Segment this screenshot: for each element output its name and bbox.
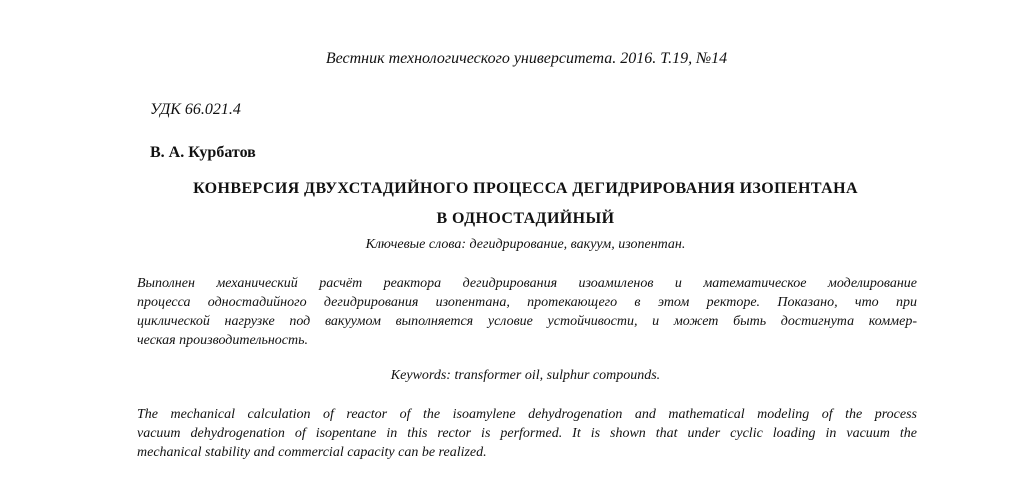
udk-code: УДК 66.021.4 — [150, 101, 241, 118]
keywords-russian: Ключевые слова: дегидрирование, вакуум, изопентан. — [365, 237, 686, 252]
author-name: В. А. Курбатов — [150, 144, 256, 161]
abstract-line: vacuum dehydrogenation of isopentane in this rector is performed. It is shown that under cyclic loading in vacuum the — [137, 426, 917, 441]
title-line: КОНВЕРСИЯ ДВУХСТАДИЙНОГО ПРОЦЕССА ДЕГИДРИРОВАНИЯ ИЗОПЕНТАНА — [193, 180, 858, 197]
paper-title — [139, 174, 912, 234]
abstract-english — [137, 405, 917, 462]
abstract-line: The mechanical calculation of reactor of the isoamylene dehydrogenation and mathematical modeling of the process — [137, 407, 917, 422]
keywords-english: Keywords: transformer oil, sulphur compounds. — [390, 368, 661, 383]
abstract-line: Выполнен механический расчёт реактора дегидрирования изоамиленов и математическое моделирование — [137, 276, 917, 291]
abstract-line: ческая производительность. — [137, 333, 308, 348]
abstract-line: циклической нагрузке под вакуумом выполняется условие устойчивости, и может быть достигнута коммер- — [137, 314, 917, 329]
abstract-line: mechanical stability and commercial capacity can be realized. — [137, 445, 487, 460]
title-line: В ОДНОСТАДИЙНЫЙ — [436, 210, 615, 227]
journal-header: Вестник технологического университета. 2016. Т.19, №14 — [325, 50, 728, 67]
abstract-russian — [137, 274, 917, 350]
abstract-line: процесса одностадийного дегидрирования изопентана, протекающего в этом ректоре. Показано, что при — [137, 295, 917, 310]
